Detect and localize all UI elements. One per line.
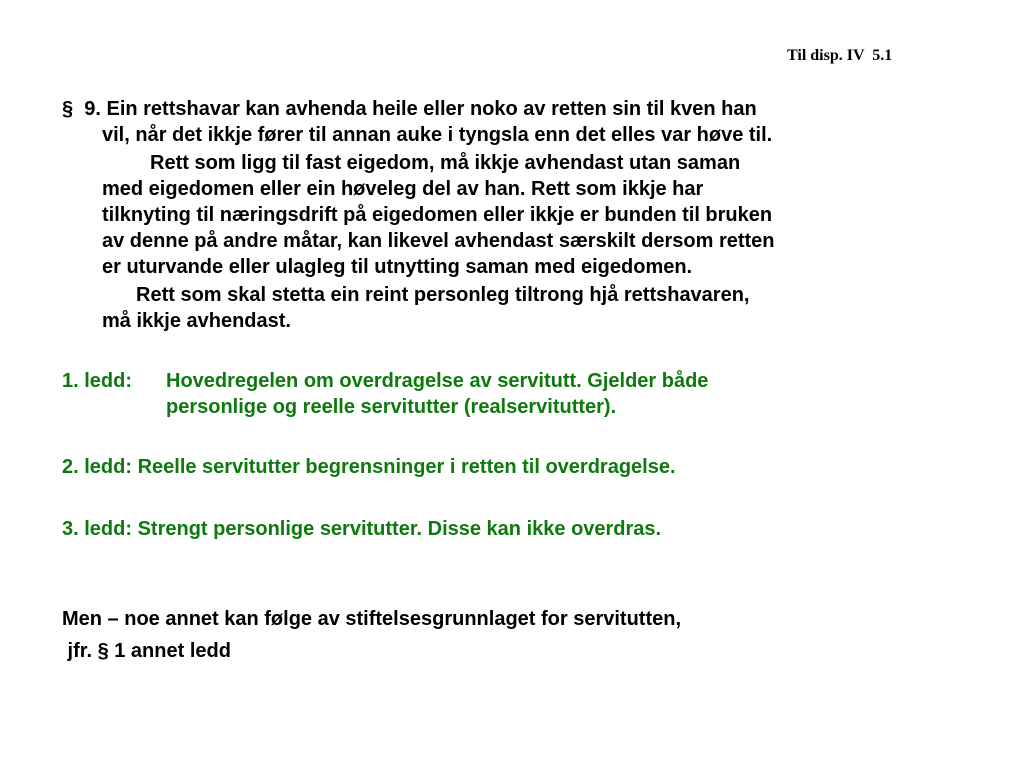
- ledd1-label: 1. ledd:: [62, 370, 133, 392]
- conclusion-line-1: Men – noe annet kan følge av stiftelsesgrunnlaget for servitutten,: [62, 608, 682, 630]
- para2-line-5: er uturvande eller ulagleg til utnytting saman med eigedomen.: [102, 256, 693, 278]
- ledd1-line-1: Hovedregelen om overdragelse av servitutt. Gjelder både: [166, 370, 709, 392]
- para2-line-1: Rett som ligg til fast eigedom, må ikkje avhendast utan saman: [150, 152, 741, 174]
- para1-line-1: § 9. Ein rettshavar kan avhenda heile eller noko av retten sin til kven han: [62, 98, 757, 120]
- conclusion-line-2: jfr. § 1 annet ledd: [62, 640, 231, 662]
- para3-line-2: må ikkje avhendast.: [102, 310, 291, 332]
- ledd3-note: 3. ledd: Strengt personlige servitutter. Disse kan ikke overdras.: [62, 518, 662, 540]
- para3-line-1: Rett som skal stetta ein reint personleg tiltrong hjå rettshavaren,: [136, 284, 750, 306]
- header-reference: Til disp. IV 5.1: [787, 47, 893, 64]
- para2-line-4: av denne på andre måtar, kan likevel avhendast særskilt dersom retten: [102, 230, 775, 252]
- ledd2-note: 2. ledd: Reelle servitutter begrensninger i retten til overdragelse.: [62, 456, 676, 478]
- ledd1-line-2: personlige og reelle servitutter (realservitutter).: [166, 396, 617, 418]
- para2-line-3: tilknyting til næringsdrift på eigedomen eller ikkje er bunden til bruken: [102, 204, 773, 226]
- para2-line-2: med eigedomen eller ein høveleg del av han. Rett som ikkje har: [102, 178, 704, 200]
- para1-line-2: vil, når det ikkje fører til annan auke i tyngsla enn det elles var høve til.: [102, 124, 773, 146]
